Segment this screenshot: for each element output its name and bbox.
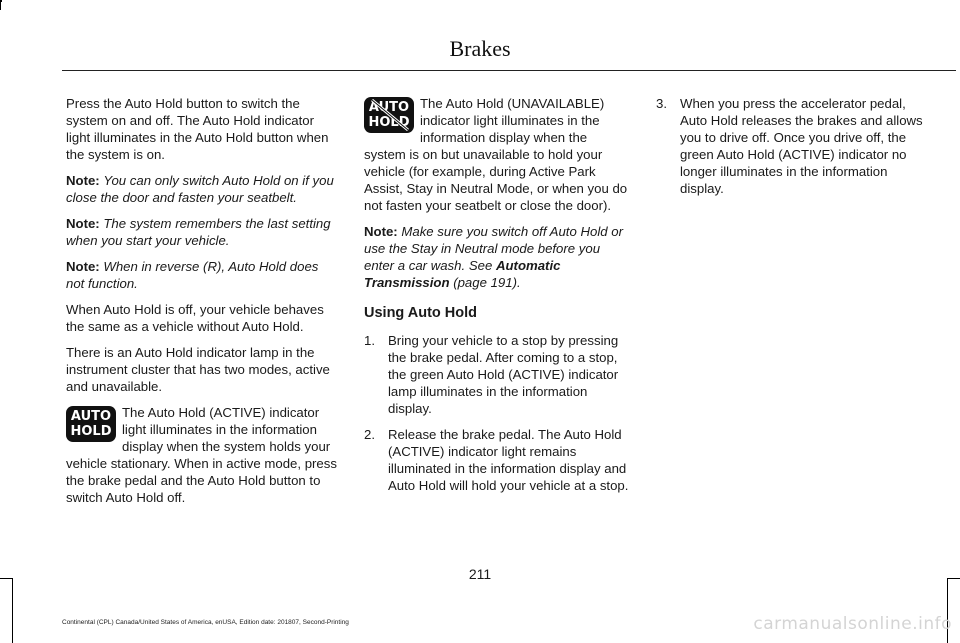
indicator-description [364, 95, 632, 214]
step-text: When you press the accelerator pedal, Auto Hold releases the brakes and allows you to drive off. Once you drive off, the green Auto Hold (ACTIVE) indicator no longer illuminates in the information display. [680, 96, 923, 196]
list-item [656, 95, 928, 197]
header-divider [62, 70, 956, 71]
paragraph: When Auto Hold is off, your vehicle behaves the same as a vehicle without Auto Hold. [66, 302, 324, 334]
note-label: Note: [364, 224, 398, 239]
page-number: 211 [468, 566, 492, 582]
step-number: 1. [364, 333, 375, 348]
note-text: Make sure you switch off Auto Hold or use the Stay in Neutral mode before you enter a car wash. See [364, 224, 623, 273]
icon-text-line: AUTO [368, 100, 410, 115]
icon-text-line: AUTO [70, 409, 112, 424]
steps-list [656, 95, 928, 197]
icon-text-line: HOLD [70, 424, 112, 439]
note-text: The system remembers the last setting when you start your vehicle. [66, 216, 331, 248]
paragraph: Press the Auto Hold button to switch the system on and off. The Auto Hold indicator light illuminates in the Auto Hold button when the system is on. [66, 96, 329, 162]
note-text: You can only switch Auto Hold on if you close the door and fasten your seatbelt. [66, 173, 334, 205]
page-reference: (page 191). [453, 275, 521, 290]
column-3 [656, 95, 928, 206]
page-title: Brakes [449, 36, 511, 61]
step-text: Release the brake pedal. The Auto Hold (ACTIVE) indicator light remains illuminated in the information display and Auto Hold will hold your vehicle at a stop. [388, 427, 629, 493]
paragraph: The Auto Hold (UNAVAILABLE) indicator light illuminates in the information display when the system is on but unavailable to hold your vehicle (for example, during Active Park Assist, Stay in Neutral Mode, or when you do not fasten your seatbelt or close the door). [364, 96, 628, 213]
column-1 [66, 95, 338, 515]
paragraph: The Auto Hold (ACTIVE) indicator light illuminates in the information display when the system holds your vehicle stationary. When in active mode, press the brake pedal and the Auto Hold button to switch Auto Hold off. [66, 405, 337, 505]
icon-text-line: HOLD [368, 115, 410, 130]
note [66, 258, 338, 292]
paragraph: There is an Auto Hold indicator lamp in the instrument cluster that has two modes, active and unavailable. [66, 345, 330, 394]
auto-hold-active-icon [66, 406, 116, 442]
note-label: Note: [66, 216, 100, 231]
step-number: 2. [364, 427, 375, 442]
note [364, 223, 632, 291]
list-item [364, 332, 632, 417]
watermark: carmanualsonline.info [753, 614, 952, 634]
list-item [364, 426, 632, 494]
note [66, 172, 338, 206]
cross-reference-link[interactable]: Automatic Transmission [364, 258, 561, 290]
steps-list [364, 332, 632, 494]
section-heading: Using Auto Hold [364, 305, 478, 321]
strike-through-icon [364, 97, 414, 133]
note-label: Note: [66, 259, 100, 274]
crop-mark [0, 0, 2, 2]
auto-hold-unavailable-icon [364, 97, 414, 133]
indicator-description [66, 404, 338, 506]
note-label: Note: [66, 173, 100, 188]
note [66, 215, 338, 249]
step-number: 3. [656, 96, 667, 111]
column-2 [364, 95, 632, 503]
footer-edition-info: Continental (CPL) Canada/United States of America, enUSA, Edition date: 201807, Second-Printing [62, 619, 349, 626]
step-text: Bring your vehicle to a stop by pressing the brake pedal. After coming to a stop, the green Auto Hold (ACTIVE) indicator lamp illuminates in the information display. [388, 333, 619, 416]
crop-mark [12, 578, 13, 643]
note-text: When in reverse (R), Auto Hold does not function. [66, 259, 319, 291]
